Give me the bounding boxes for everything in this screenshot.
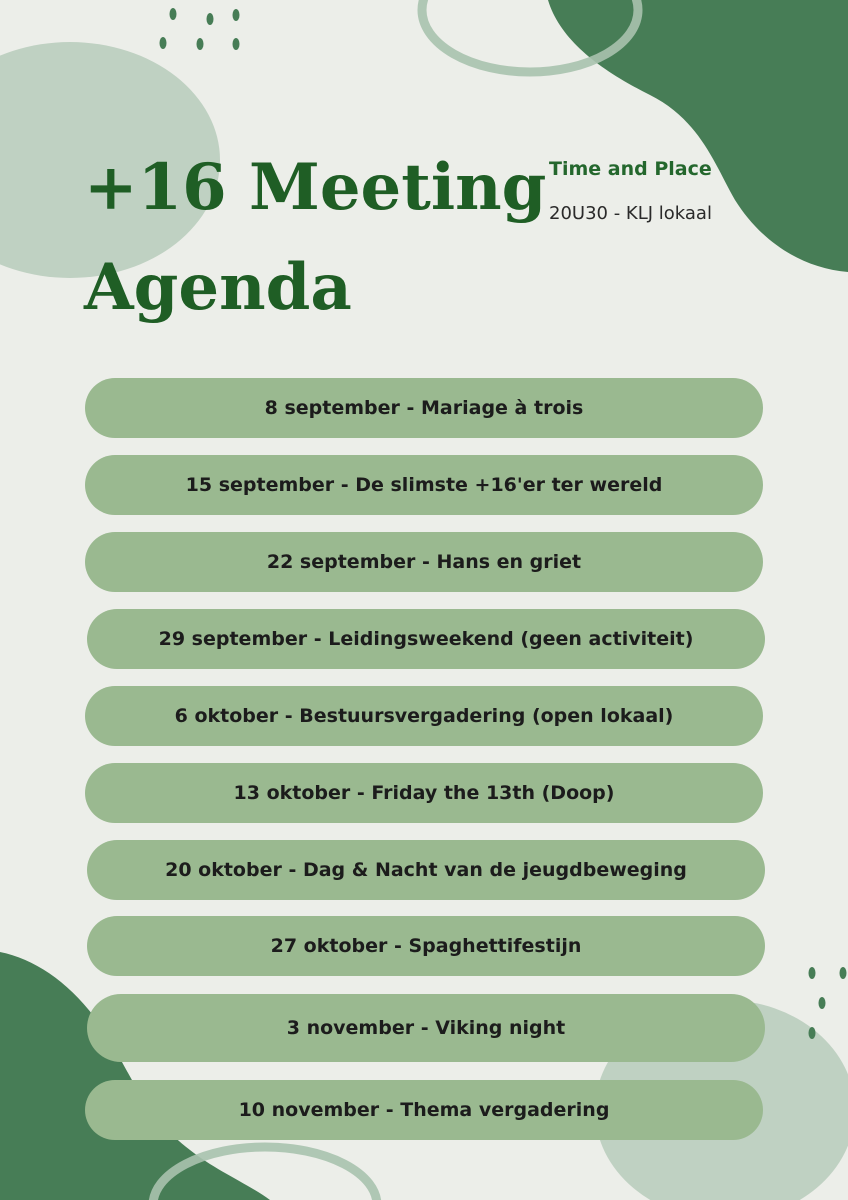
agenda-item: 15 september - De slimste +16'er ter wereld <box>85 455 763 515</box>
agenda-item: 20 oktober - Dag & Nacht van de jeugdbeweging <box>87 840 765 900</box>
agenda-item: 27 oktober - Spaghettifestijn <box>87 916 765 976</box>
agenda-item: 10 november - Thema vergadering <box>85 1080 763 1140</box>
agenda-item: 13 oktober - Friday the 13th (Doop) <box>85 763 763 823</box>
time-place-heading: Time and Place <box>549 158 712 180</box>
title-line-2: Agenda <box>84 250 352 325</box>
agenda-item: 3 november - Viking night <box>87 994 765 1062</box>
agenda-item: 8 september - Mariage à trois <box>85 378 763 438</box>
title-line-1: +16 Meeting <box>84 150 547 225</box>
time-place-value: 20U30 - KLJ lokaal <box>549 203 712 224</box>
agenda-item: 6 oktober - Bestuursvergadering (open lokaal) <box>85 686 763 746</box>
agenda-item: 22 september - Hans en griet <box>85 532 763 592</box>
agenda-item: 29 september - Leidingsweekend (geen activiteit) <box>87 609 765 669</box>
